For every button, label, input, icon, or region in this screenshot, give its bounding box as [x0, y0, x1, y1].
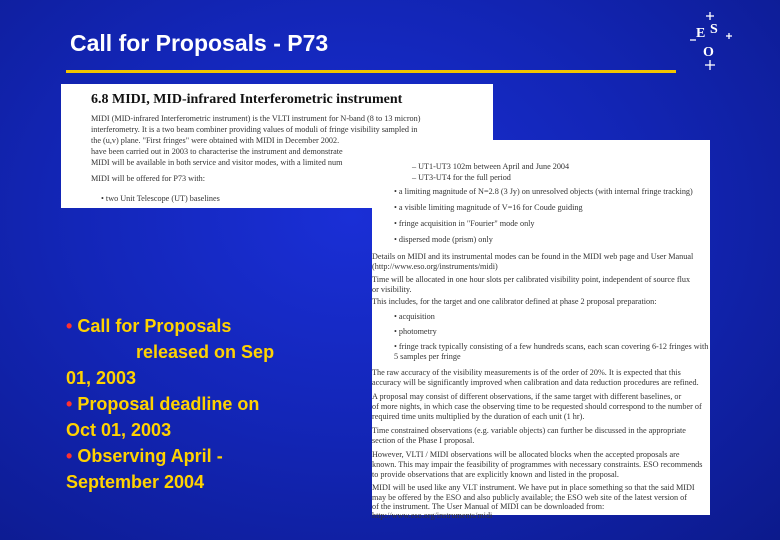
doc2-line: However, VLTI / MIDI observations will be allocated blocks when the accepted proposals are	[372, 450, 680, 459]
doc2-line: Time will be allocated in one hour slots per calibrated visibility point, independent of source flux	[372, 275, 691, 284]
bullet-text: September 2004	[66, 472, 205, 492]
doc2-line: • photometry	[394, 327, 437, 336]
document-heading: 6.8 MIDI, MID-infrared Interferometric instrument	[91, 92, 403, 107]
doc2-line: section of the Phase I proposal.	[372, 436, 475, 445]
bullet-dot-icon: •	[66, 316, 73, 336]
doc2-line: accuracy will be significantly improved when calibration and data reduction procedures are refined.	[372, 378, 699, 387]
doc2-line: or visibility.	[372, 285, 412, 294]
doc2-line: (http://www.eso.org/instruments/midi)	[372, 262, 498, 271]
bullet-text: Proposal deadline on	[77, 394, 260, 414]
bullet-dot-icon: •	[66, 394, 73, 414]
doc2-line: A proposal may consist of different observations, if the same target with different baselines, or	[372, 392, 682, 401]
bullet-text: Call for Proposals	[77, 316, 232, 336]
doc1-line: interferometry. It is a two beam combiner providing values of moduli of fringe visibility sampled in	[91, 125, 418, 134]
bullet-text: 01, 2003	[66, 368, 137, 388]
doc2-line: MIDI will be used like any VLT instrument. We have put in place something so that the said MIDI	[372, 483, 695, 492]
slide-title: Call for Proposals - P73	[70, 30, 329, 56]
doc2-line: to provide observations that are explicitly known and listed in the proposal.	[372, 470, 619, 479]
doc2-line: may be offered by the ESO and also publicly available; the ESO web site of the latest version of	[372, 493, 687, 502]
bullet-call-released	[66, 313, 346, 339]
doc2-line: of more nights, in which case the observing time to be requested should correspond to the number of	[372, 402, 702, 411]
doc2-line: 5 samples per fringe	[394, 352, 461, 361]
key-dates-list	[66, 313, 346, 495]
bullet-text: Observing April -	[77, 446, 223, 466]
logo-letter-e: E	[696, 26, 706, 41]
doc2-line: required time units multiplied by the duration of each unit (1 hr).	[372, 412, 585, 421]
logo-letter-o: O	[703, 45, 714, 60]
doc2-line: known. This may impair the feasibility of programmes with necessary constraints. ESO recommends	[372, 460, 703, 469]
doc1-line: have been carried out in 2003 to characterise the instrument and demonstrate	[91, 147, 343, 156]
doc2-line: Time constrained observations (e.g. variable objects) can further be discussed in the appropriate	[372, 426, 686, 435]
doc1-line: the (u,v) plane. "First fringes" were obtained with MIDI in December 2002.	[91, 136, 340, 145]
document-excerpt-midi-details	[372, 140, 710, 520]
doc2-line: Details on MIDI and its instrumental modes can be found in the MIDI web page and User Manual	[372, 252, 694, 261]
doc2-line: • a limiting magnitude of N=2.8 (3 Jy) on unresolved objects (with internal fringe tracking)	[394, 187, 693, 196]
bullet-dot-icon: •	[66, 446, 73, 466]
bullet-proposal-deadline	[66, 391, 346, 417]
doc2-line: • a visible limiting magnitude of V=16 for Coude guiding	[394, 203, 583, 212]
title-underline	[66, 70, 676, 73]
doc1-line: MIDI will be available in both service and visitor modes, with a limited num	[91, 158, 343, 167]
logo-letter-s: S	[710, 22, 718, 37]
doc2-line: of the instrument. The User Manual of MIDI can be downloaded from:	[372, 502, 605, 511]
eso-logo-icon	[688, 10, 732, 72]
doc2-line: – UT1-UT3 102m between April and June 2004	[412, 162, 570, 171]
doc2-line: http://www.eso.org/instruments/midi	[372, 511, 493, 520]
doc1-line: MIDI will be offered for P73 with:	[91, 174, 205, 183]
doc2-line: This includes, for the target and one calibrator defined at phase 2 proposal preparation:	[372, 297, 657, 306]
bullet-text: released on Sep	[136, 342, 275, 362]
doc1-line: • two Unit Telescope (UT) baselines	[101, 194, 220, 203]
doc2-line: – UT3-UT4 for the full period	[412, 173, 511, 182]
doc1-line: MIDI (MID-infrared Interferometric instrument) is the VLTI instrument for N-band (8 to 13 micron)	[91, 114, 421, 123]
doc2-line: • fringe acquisition in "Fourier" mode only	[394, 219, 535, 228]
doc2-line: • dispersed mode (prism) only	[394, 235, 493, 244]
doc2-line: The raw accuracy of the visibility measurements is of the order of 20%. It is expected that this	[372, 368, 681, 377]
bullet-text: Oct 01, 2003	[66, 420, 172, 440]
bullet-observing-period	[66, 443, 346, 469]
doc2-line: • fringe track typically consisting of a few hundreds scans, each scan covering 6-12 fringes with	[394, 342, 709, 351]
doc2-line: • acquisition	[394, 312, 435, 321]
